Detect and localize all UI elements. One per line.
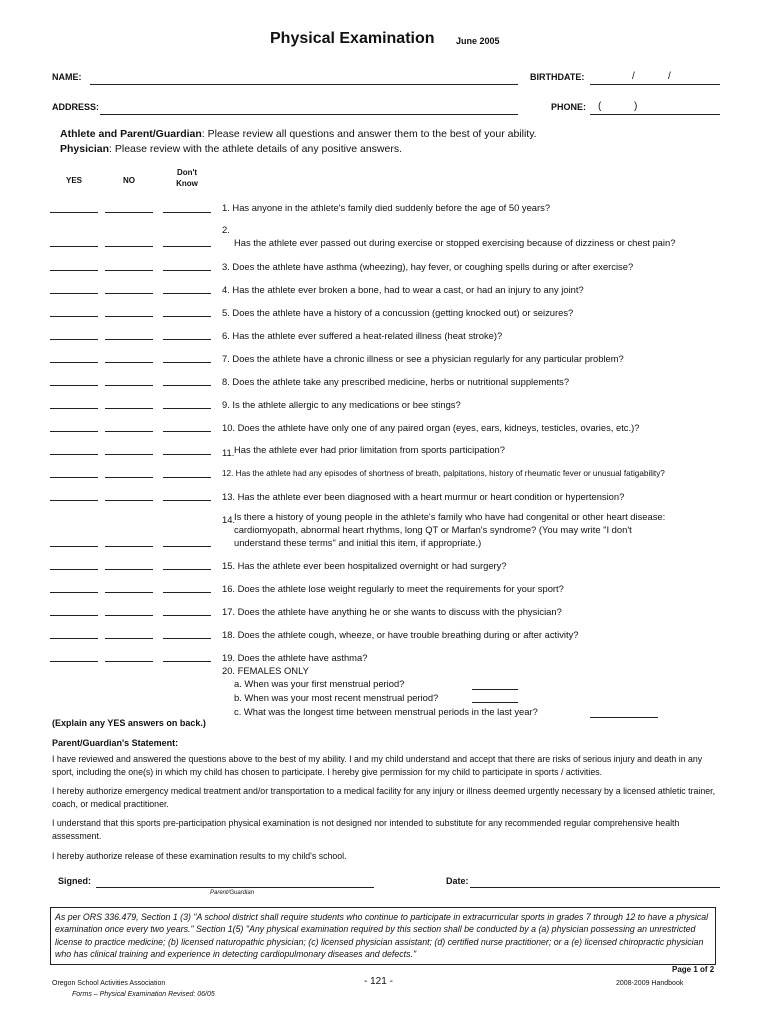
column-yes: YES [65,176,82,185]
name-label: NAME: [52,72,82,82]
answer-blank-no[interactable] [105,592,153,593]
statement-paragraph-4: I hereby authorize release of these examination results to my child's school. [52,851,347,861]
answer-blank-no[interactable] [105,431,153,432]
explain-note: (Explain any YES answers on back.) [52,718,206,728]
answer-20b-field[interactable] [472,702,518,703]
answer-blank-dont-know[interactable] [163,339,211,340]
answer-blank-yes[interactable] [50,270,98,271]
answer-blank-yes[interactable] [50,615,98,616]
birthdate-slash-1: / [632,71,635,82]
question-16: 16. Does the athlete lose weight regularly to meet the requirements for your sport? [222,583,564,594]
answer-blank-dont-know[interactable] [163,477,211,478]
date-field[interactable] [470,887,720,888]
answer-blank-yes[interactable] [50,500,98,501]
answer-blank-no[interactable] [105,270,153,271]
form-date: June 2005 [456,36,500,46]
answer-blank-dont-know[interactable] [163,316,211,317]
answer-blank-yes[interactable] [50,661,98,662]
answer-blank-dont-know[interactable] [163,569,211,570]
intro-text-1: : Please review all questions and answer them to the best of your ability. [201,128,537,140]
ors-notice: As per ORS 336.479, Section 1 (3) "A school district shall require students who continue to participate in extracurricular sports in grades 7 through 12 to have a physical examination once every two years." Section 1(5) "Any physical examination required by this section shall be conducted by a (a) physician possessing an unrestricted license to practice medicine; (b) licensed naturopathic physician; (c) licensed physician assistant; (d) certified nurse practitioner; or a (e) licensed chiropractic physician who has clinical training and experience in detecting cardiopulmonary diseases and defects." [50,907,716,965]
answer-blank-yes[interactable] [50,477,98,478]
answer-blank-no[interactable] [105,316,153,317]
answer-blank-dont-know[interactable] [163,454,211,455]
answer-blank-yes[interactable] [50,385,98,386]
statement-heading: Parent/Guardian's Statement: [52,738,179,748]
column-dont-know-2: Know [176,179,198,188]
footer-org: Oregon School Activities Association [52,980,166,987]
answer-blank-no[interactable] [105,661,153,662]
answer-blank-dont-know[interactable] [163,385,211,386]
question-10: 10. Does the athlete have only one of any paired organ (eyes, ears, kidneys, testicles, ovaries, etc.)? [222,422,640,433]
answer-blank-yes[interactable] [50,362,98,363]
answer-blank-dont-know[interactable] [163,270,211,271]
question-2-number: 2. [222,224,230,235]
answer-blank-dont-know[interactable] [163,408,211,409]
answer-blank-no[interactable] [105,615,153,616]
answer-blank-yes[interactable] [50,454,98,455]
birthdate-slash-2: / [668,71,671,82]
phone-label: PHONE: [551,102,587,112]
question-7: 7. Does the athlete have a chronic illness or see a physician regularly for any particular problem? [222,353,624,364]
answer-blank-dont-know[interactable] [163,592,211,593]
signature-sublabel: Parent/Guardian [210,890,255,896]
question-4: 4. Has the athlete ever broken a bone, had to wear a cast, or had an injury to any joint? [222,284,584,295]
question-11-number: 11. [222,447,235,458]
answer-blank-yes[interactable] [50,546,98,547]
answer-blank-dont-know[interactable] [163,615,211,616]
question-5: 5. Does the athlete have a history of a concussion (getting knocked out) or seizures? [222,307,574,318]
statement-paragraph-1: I have reviewed and answered the questions above to the best of my ability. I and my child understand and accept that there are risks of serious injury and death in any sport, including the one(s) in which my child has chosen to participate. I hereby give permission for my child to participate in sports / activities. [52,754,703,777]
answer-blank-yes[interactable] [50,638,98,639]
phone-paren-open: ( [598,101,602,112]
question-20b: b. When was your most recent menstrual period? [234,692,439,703]
question-18: 18. Does the athlete cough, wheeze, or have trouble breathing during or after activity? [222,629,579,640]
question-11-text: Has the athlete ever had prior limitation from sports participation? [234,444,505,455]
name-field[interactable] [90,84,518,85]
statement-paragraph-2: I hereby authorize emergency medical treatment and/or transportation to a medical facility for any injury or illness deemed urgently necessary by a licensed athletic trainer, coach, or medical practitioner. [52,786,716,809]
answer-blank-dont-know[interactable] [163,661,211,662]
answer-blank-no[interactable] [105,546,153,547]
intro-line-1 [60,128,537,140]
question-14-line-3: understand these terms" and initial this item, if appropriate.) [234,537,482,548]
signed-label: Signed: [58,876,91,886]
question-14-line-1: Is there a history of young people in the athlete's family who have had congenital or other heart disease: [234,511,666,522]
question-6: 6. Has the athlete ever suffered a heat-related illness (heat stroke)? [222,330,503,341]
question-19: 19. Does the athlete have asthma? [222,652,368,663]
answer-blank-dont-know[interactable] [163,546,211,547]
answer-blank-yes[interactable] [50,293,98,294]
answer-blank-no[interactable] [105,500,153,501]
footer-handbook: 2008-2009 Handbook [616,980,684,987]
answer-blank-no[interactable] [105,246,153,247]
answer-blank-yes[interactable] [50,431,98,432]
answer-blank-dont-know[interactable] [163,431,211,432]
statement-paragraph-3: I understand that this sports pre-participation physical examination is not designed nor intended to substitute for any recommended regular comprehensive health assessment. [52,818,680,841]
answer-blank-yes[interactable] [50,246,98,247]
birthdate-field[interactable] [590,84,720,85]
intro-text-2: : Please review with the athlete details of any positive answers. [109,143,403,155]
answer-blank-yes[interactable] [50,212,98,213]
question-15: 15. Has the athlete ever been hospitalized overnight or had surgery? [222,560,507,571]
answer-blank-no[interactable] [105,293,153,294]
signature-field[interactable] [96,887,374,888]
answer-blank-no[interactable] [105,339,153,340]
question-9: 9. Is the athlete allergic to any medications or bee stings? [222,399,461,410]
question-20: 20. FEMALES ONLY [222,665,309,676]
answer-20a-field[interactable] [472,689,518,690]
question-1: 1. Has anyone in the athlete's family died suddenly before the age of 50 years? [222,202,551,213]
answer-blank-no[interactable] [105,362,153,363]
column-dont-know-1: Don't [176,168,198,177]
column-no: NO [123,176,135,185]
answer-blank-no[interactable] [105,638,153,639]
answer-blank-dont-know[interactable] [163,293,211,294]
answer-blank-yes[interactable] [50,408,98,409]
question-14-line-2: cardiomyopath, abnormal heart rhythms, long QT or Marfan's syndrome? (You may write "I don't [234,524,632,535]
page-number: - 121 - [364,976,393,987]
date-label: Date: [446,876,469,886]
intro-audience-1: Athlete and Parent/Guardian [60,128,202,140]
phone-paren-close: ) [634,101,638,112]
answer-blank-no[interactable] [105,212,153,213]
question-2-text: Has the athlete ever passed out during exercise or stopped exercising because of dizziness or chest pain? [234,237,676,248]
question-20a: a. When was your first menstrual period? [234,678,405,689]
question-20c: c. What was the longest time between menstrual periods in the last year? [234,706,538,717]
answer-blank-no[interactable] [105,454,153,455]
answer-blank-yes[interactable] [50,569,98,570]
answer-blank-no[interactable] [105,385,153,386]
question-3: 3. Does the athlete have asthma (wheezing), hay fever, or coughing spells during or after exercise? [222,261,634,272]
intro-line-2 [60,143,402,155]
answer-blank-no[interactable] [105,408,153,409]
footer-forms: Forms – Physical Examination Revised: 06/05 [72,991,215,998]
answer-blank-dont-know[interactable] [163,500,211,501]
page-title: Physical Examination [270,30,435,47]
address-label: ADDRESS: [52,102,100,112]
question-17: 17. Does the athlete have anything he or she wants to discuss with the physician? [222,606,562,617]
answer-blank-yes[interactable] [50,339,98,340]
answer-blank-yes[interactable] [50,316,98,317]
question-12: 12. Has the athlete had any episodes of shortness of breath, palpitations, history of rheumatic fever or unusual fatigability? [222,469,665,478]
answer-blank-dont-know[interactable] [163,362,211,363]
answer-blank-yes[interactable] [50,592,98,593]
phone-field[interactable] [590,114,720,115]
answer-blank-dont-know[interactable] [163,212,211,213]
question-13: 13. Has the athlete ever been diagnosed with a heart murmur or heart condition or hypertension? [222,491,625,502]
birthdate-label: BIRTHDATE: [530,72,585,82]
intro-audience-2: Physician [60,143,110,155]
question-8: 8. Does the athlete take any prescribed medicine, herbs or nutritional supplements? [222,376,570,387]
answer-blank-dont-know[interactable] [163,246,211,247]
question-14-number: 14. [222,514,236,525]
answer-20c-field[interactable] [590,717,658,718]
answer-blank-dont-know[interactable] [163,638,211,639]
address-field[interactable] [100,114,518,115]
page-of-label: Page 1 of 2 [672,965,715,974]
answer-blank-no[interactable] [105,477,153,478]
answer-blank-no[interactable] [105,569,153,570]
